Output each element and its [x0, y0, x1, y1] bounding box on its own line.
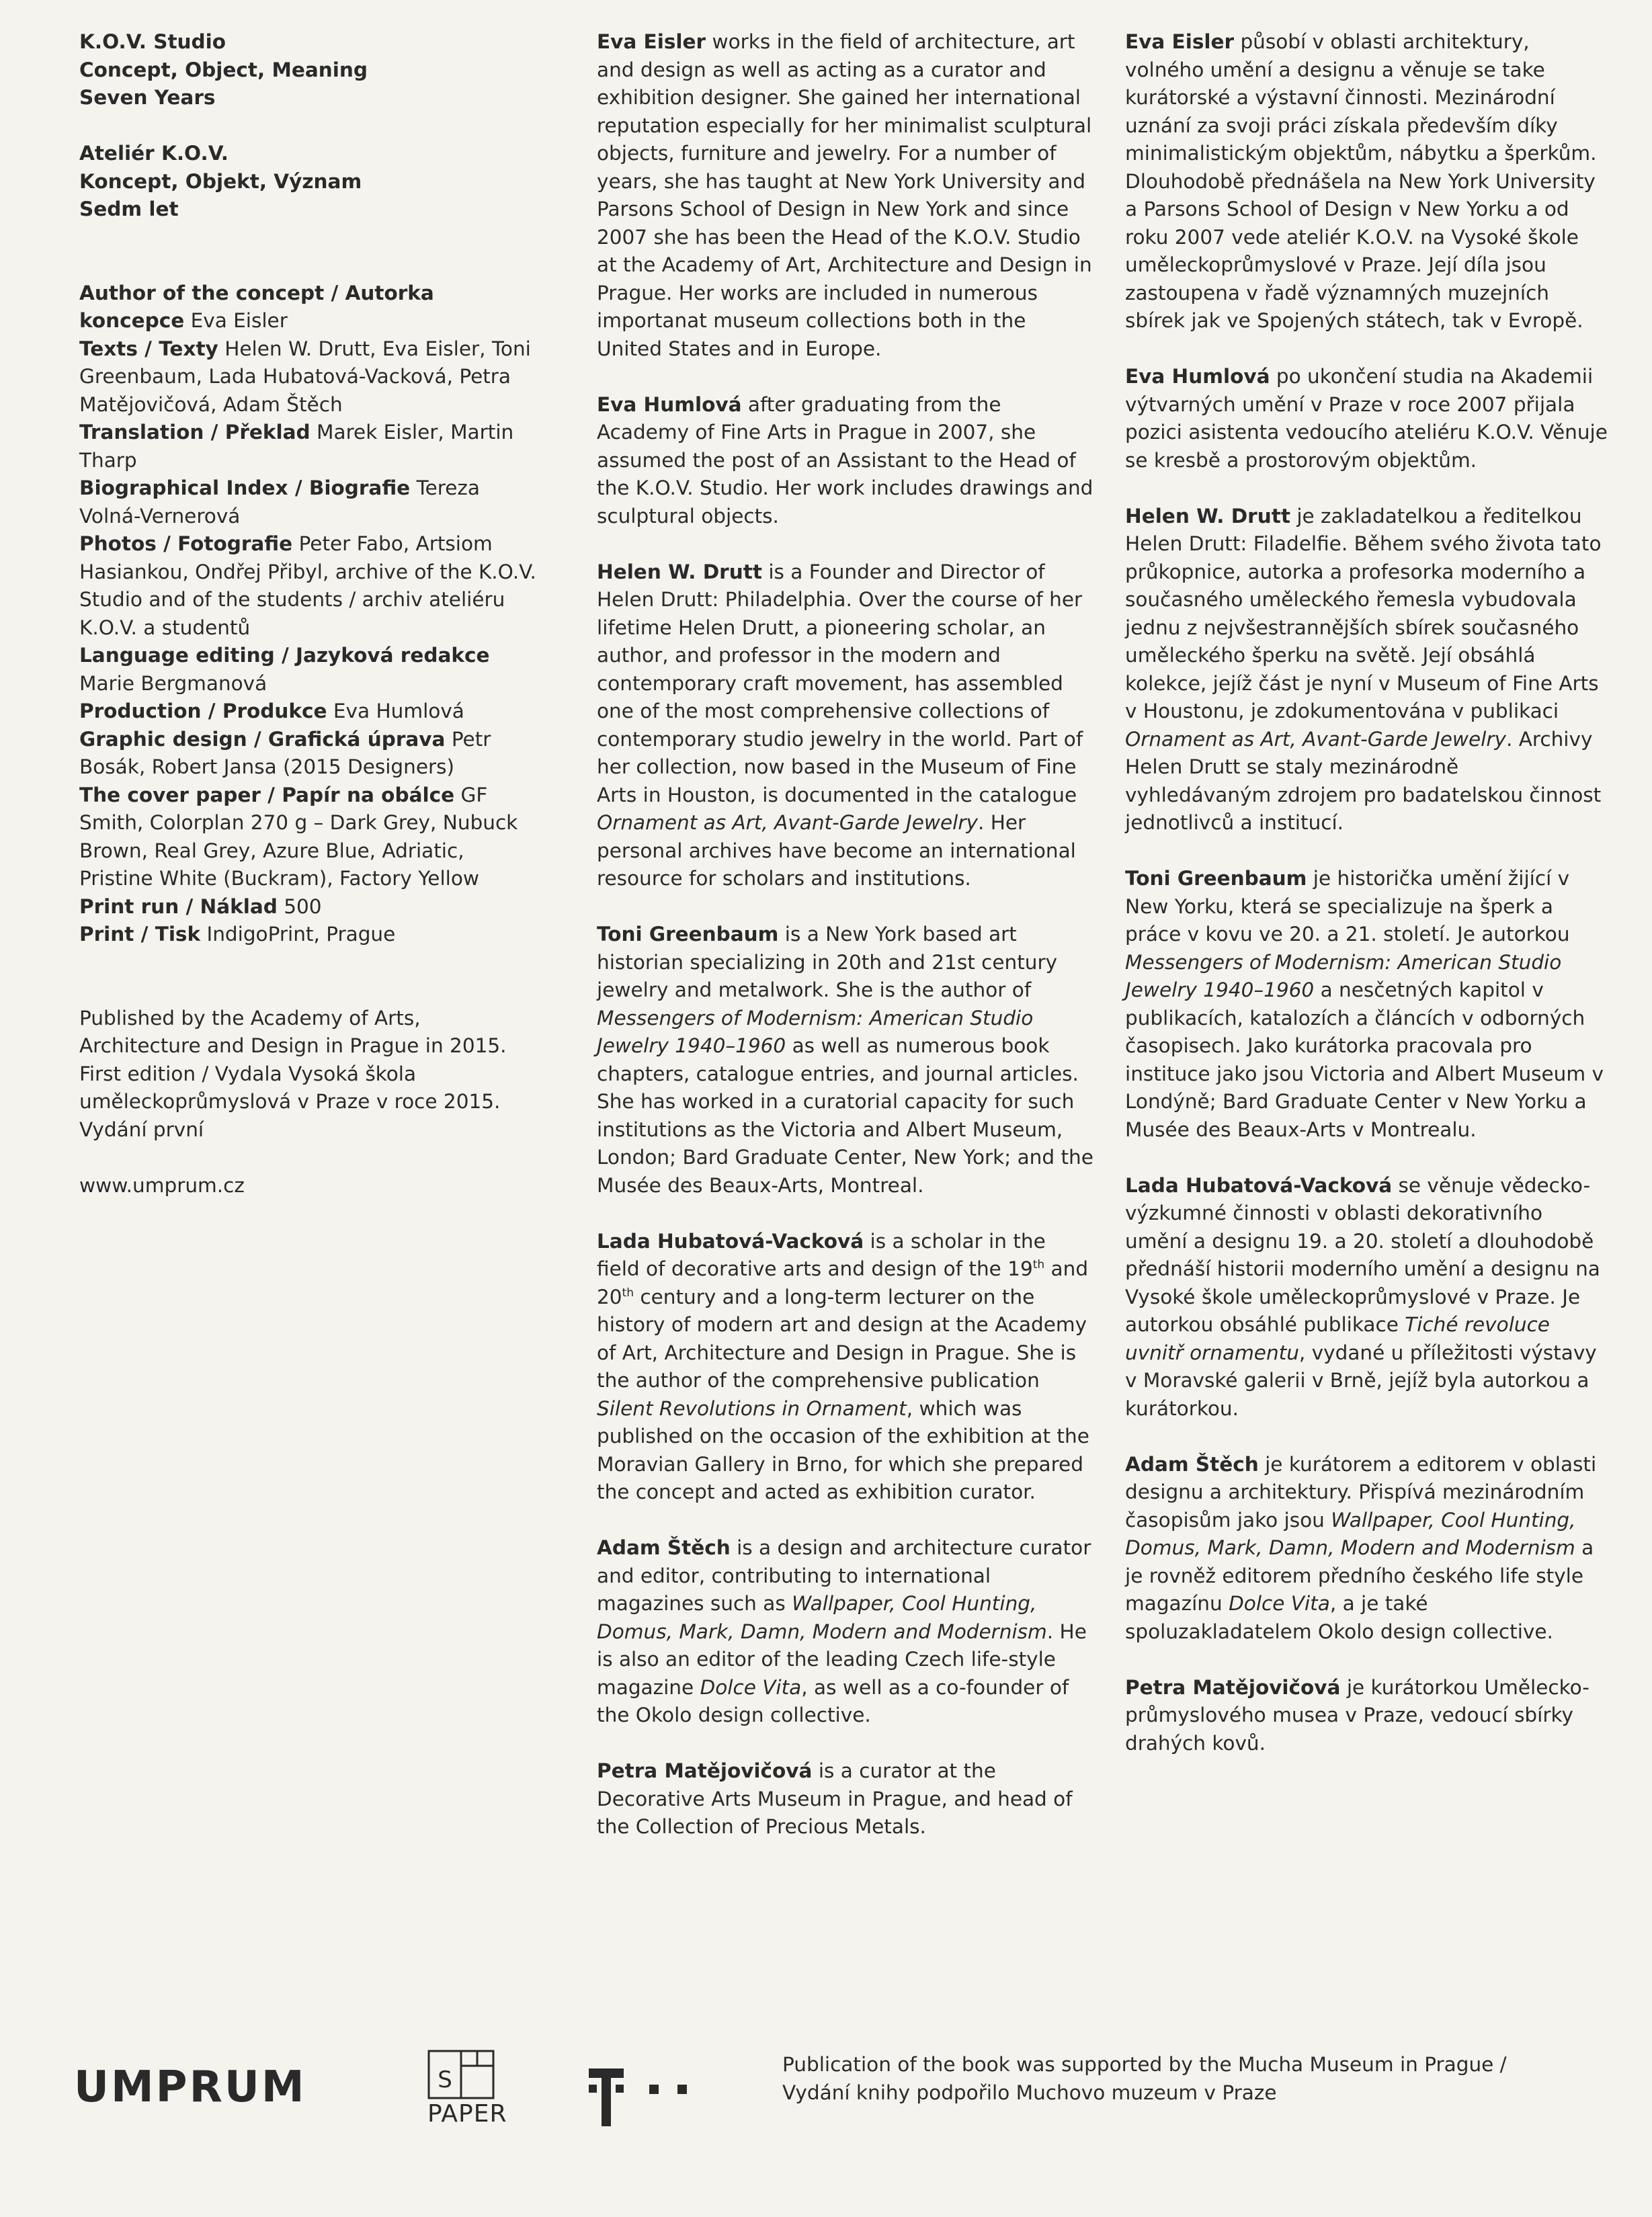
support-note-cz: Vydání knihy podpořilo Muchovo muzeum v Praze: [782, 2081, 1277, 2104]
title-line: Sedm let: [79, 198, 179, 220]
title-line: Koncept, Objekt, Význam: [79, 169, 362, 193]
credit-entry: Print / Tisk IndigoPrint, Prague: [79, 923, 396, 946]
credit-entry: Print run / Náklad 500: [79, 894, 322, 918]
telekom-logo: [585, 2063, 706, 2130]
title-line: Seven Years: [79, 86, 216, 109]
bio-drutt-en: Helen W. Drutt is a Founder and Director of Helen Drutt: Philadelphia. Over the course of her lifetime Helen Drutt, a pioneering scholar, an author, and professor in the modern and contemporary craft movement, has assembled one of the most comprehensive collections of contemporary studio jewelry in the world. Part of her collection, now based in the Museum of Fine Arts in Houston, is documented in the catalogue Ornament as Art, Avant-Garde Jewelry. Her personal archives have become an international resource for scholars and institutions.: [597, 560, 1083, 890]
credit-entry: Photos / Fotografie Peter Fabo, Artsiom Hasiankou, Ondřej Přibyl, archive of the K.O.V. Studio and of the students / archiv ateliéru K.O.V. a studentů: [79, 532, 536, 639]
bio-hubatova-en: Lada Hubatová-Vacková is a scholar in the field of decorative arts and design of the 19th and 20th century and a long-term lecturer on the history of modern art and design at the Academy of Art, Architecture and Design in Prague. She is the author of the comprehensive publication Silent Revolutions in Ornament, which was published on the occasion of the exhibition at the Moravian Gallery in Brno, for which she prepared the concept and acted as exhibition curator.: [597, 1229, 1089, 1503]
credit-entry: Graphic design / Grafická úprava Petr Bosák, Robert Jansa (2015 Designers): [79, 727, 491, 778]
credit-entry: Production / Produkce Eva Humlová: [79, 700, 464, 722]
bio-stech-cz: Adam Štěch je kurátorem a editorem v oblasti designu a architektury. Přispívá mezinárodním časopisům jako jsou Wallpaper, Cool Hunting, Domus, Mark, Damn, Modern and Modernism a je rovněž editorem předního českého life style magazínu Dolce Vita, a je také spoluzakladatelem Okolo design collective.: [1125, 1452, 1597, 1643]
credit-entry: Biographical Index / Biografie Tereza Volná-Vernerová: [79, 476, 480, 528]
bio-drutt-cz: Helen W. Drutt je zakladatelkou a ředitelkou Helen Drutt: Filadelfie. Během svého života tato průkopnice, autorka a profesorka moderního a současného uměleckého řemesla vybudovala jednu z nejvšestrannějších sbírek současného uměleckého šperku na světě. Její obsáhlá kolekce, jejíž část je nyní v Museum of Fine Arts v Houstonu, je zdokumentována v publikaci Ornament as Art, Avant-Garde Jewelry. Archivy Helen Drutt se staly mezinárodně vyhledávaným zdrojem pro badatelskou činnost jednotlivců a institucí.: [1125, 504, 1602, 834]
title-line: Concept, Object, Meaning: [79, 58, 368, 81]
bio-humlova-en: Eva Humlová after graduating from the Academy of Fine Arts in Prague in 2007, she assumed the post of an Assistant to the Head of the K.O.V. Studio. Her work includes drawings and sculptural objects.: [597, 392, 1093, 528]
bios-english-column: [597, 28, 1094, 1869]
support-note: [782, 2051, 1589, 2107]
paper-label: PAPER: [427, 2100, 507, 2128]
bio-matejovicova-cz: Petra Matějovičová je kurátorkou Umělecko-průmyslového musea v Praze, vedoucí sbírky drahých kovů.: [1125, 1675, 1589, 1755]
umprum-logo: UMPRUM: [74, 2062, 306, 2112]
colophon-column: [79, 28, 543, 1228]
bio-stech-en: Adam Štěch is a design and architecture curator and editor, contributing to international magazines such as Wallpaper, Cool Hunting, Domus, Mark, Damn, Modern and Modernism. He is also an editor of the leading Czech life-style magazine Dolce Vita, as well as a co-founder of the Okolo design collective.: [597, 1536, 1091, 1726]
bio-matejovicova-en: Petra Matějovičová is a curator at the Decorative Arts Museum in Prague, and head of the Collection of Precious Metals.: [597, 1759, 1073, 1838]
bios-czech-column: [1125, 28, 1609, 1786]
bio-greenbaum-en: Toni Greenbaum is a New York based art historian specializing in 20th and 21st century jewelry and metalwork. She is the author of Messengers of Modernism: American Studio Jewelry 1940–1960 as well as numerous book chapters, catalogue entries, and journal articles. She has worked in a curatorial capacity for such institutions as the Victoria and Albert Museum, London; Bard Graduate Center, New York; and the Musée des Beaux-Arts, Montreal.: [597, 923, 1093, 1197]
credit-entry: Texts / Texty Helen W. Drutt, Eva Eisler, Toni Greenbaum, Lada Hubatová-Vacková, Petra Matějovičová, Adam Štěch: [79, 337, 531, 416]
credit-entry: The cover paper / Papír na obálce GF Smith, Colorplan 270 g – Dark Grey, Nubuck Brown, Real Grey, Azure Blue, Adriatic, Pristine White (Buckram), Factory Yellow: [79, 783, 518, 890]
credit-entry: Translation / Překlad Marek Eisler, Martin Tharp: [79, 421, 514, 472]
footer: [0, 2050, 1652, 2171]
bio-greenbaum-cz: Toni Greenbaum je historička umění žijící v New Yorku, která se specializuje na šperk a práce v kovu ve 20. a 21. století. Je autorkou Messengers of Modernism: American Studio Jewelry 1940–1960 a nesčetných kapitol v publikacích, katalozích a článcích v odborných časopisech. Jako kurátorka pracovala pro instituce jako jsou Victoria and Albert Museum v Londýně; Bard Graduate Center v New Yorku a Musée des Beaux-Arts v Montrealu.: [1125, 867, 1604, 1141]
publisher-note: Published by the Academy of Arts, Architecture and Design in Prague in 2015. First edition / Vydala Vysoká škola uměleckoprůmyslová v Praze v roce 2015. Vydání první: [79, 1006, 507, 1141]
title-en: [79, 28, 543, 112]
website-link[interactable]: www.umprum.cz: [79, 1173, 245, 1197]
title-line: Ateliér K.O.V.: [79, 142, 229, 165]
bio-eisler-cz: Eva Eisler působí v oblasti architektury, volného umění a designu a věnuje se take kurátorské a výstavní činnosti. Mezinárodní uznání za svoji práci získala především díky minimalistickým objektům, nábytku a šperkům. Dlouhodobě přednášela na New York University a Parsons School of Design v New Yorku a od roku 2007 vede ateliér K.O.V. na Vysoké škole uměleckoprůmyslové v Praze. Její díla jsou zastoupena v řadě významných muzejních sbírek jak ve Spojených státech, tak v Evropě.: [1125, 30, 1597, 332]
bio-humlova-cz: Eva Humlová po ukončení studia na Akademii výtvarných umění v Praze v roce 2007 přijala pozici asistenta vedoucího ateliéru K.O.V. Věnuje se kresbě a prostorovým objektům.: [1125, 365, 1608, 472]
bio-eisler-en: Eva Eisler works in the field of architecture, art and design as well as acting as a curator and exhibition designer. She gained her international reputation especially for her minimalist sculptural objects, furniture and jewelry. For a number of years, she has taught at New York University and Parsons School of Design in New York and since 2007 she has been the Head of the K.O.V. Studio at the Academy of Art, Architecture and Design in Prague. Her works are included in numerous importanat museum collections both in the United States and in Europe.: [597, 30, 1092, 360]
credits-list: [79, 280, 543, 949]
s-paper-logo: [427, 2050, 508, 2144]
s-paper-icon: [427, 2050, 508, 2101]
bio-hubatova-cz: Lada Hubatová-Vacková se věnuje vědecko-výzkumné činnosti v oblasti dekorativního umění a designu 19. a 20. století a dlouhodobě přednáší historii moderního umění a designu na Vysoké škole uměleckoprůmyslové v Praze. Je autorkou obsáhlé publikace Tiché revoluce uvnitř ornamentu, vydané u příležitosti výstavy v Moravské galerii v Brně, jejíž byla autorkou a kurátorkou.: [1125, 1173, 1600, 1420]
title-line: K.O.V. Studio: [79, 30, 226, 53]
title-cz: [79, 140, 543, 224]
credit-entry: Language editing / Jazyková redakce Marie Bergmanová: [79, 644, 490, 695]
support-note-en: Publication of the book was supported by the Mucha Museum in Prague /: [782, 2053, 1507, 2076]
telekom-icon: [585, 2063, 706, 2130]
credit-entry: Author of the concept / Autorka koncepce Eva Eisler: [79, 281, 434, 332]
s-paper-letter: S: [438, 2066, 452, 2093]
